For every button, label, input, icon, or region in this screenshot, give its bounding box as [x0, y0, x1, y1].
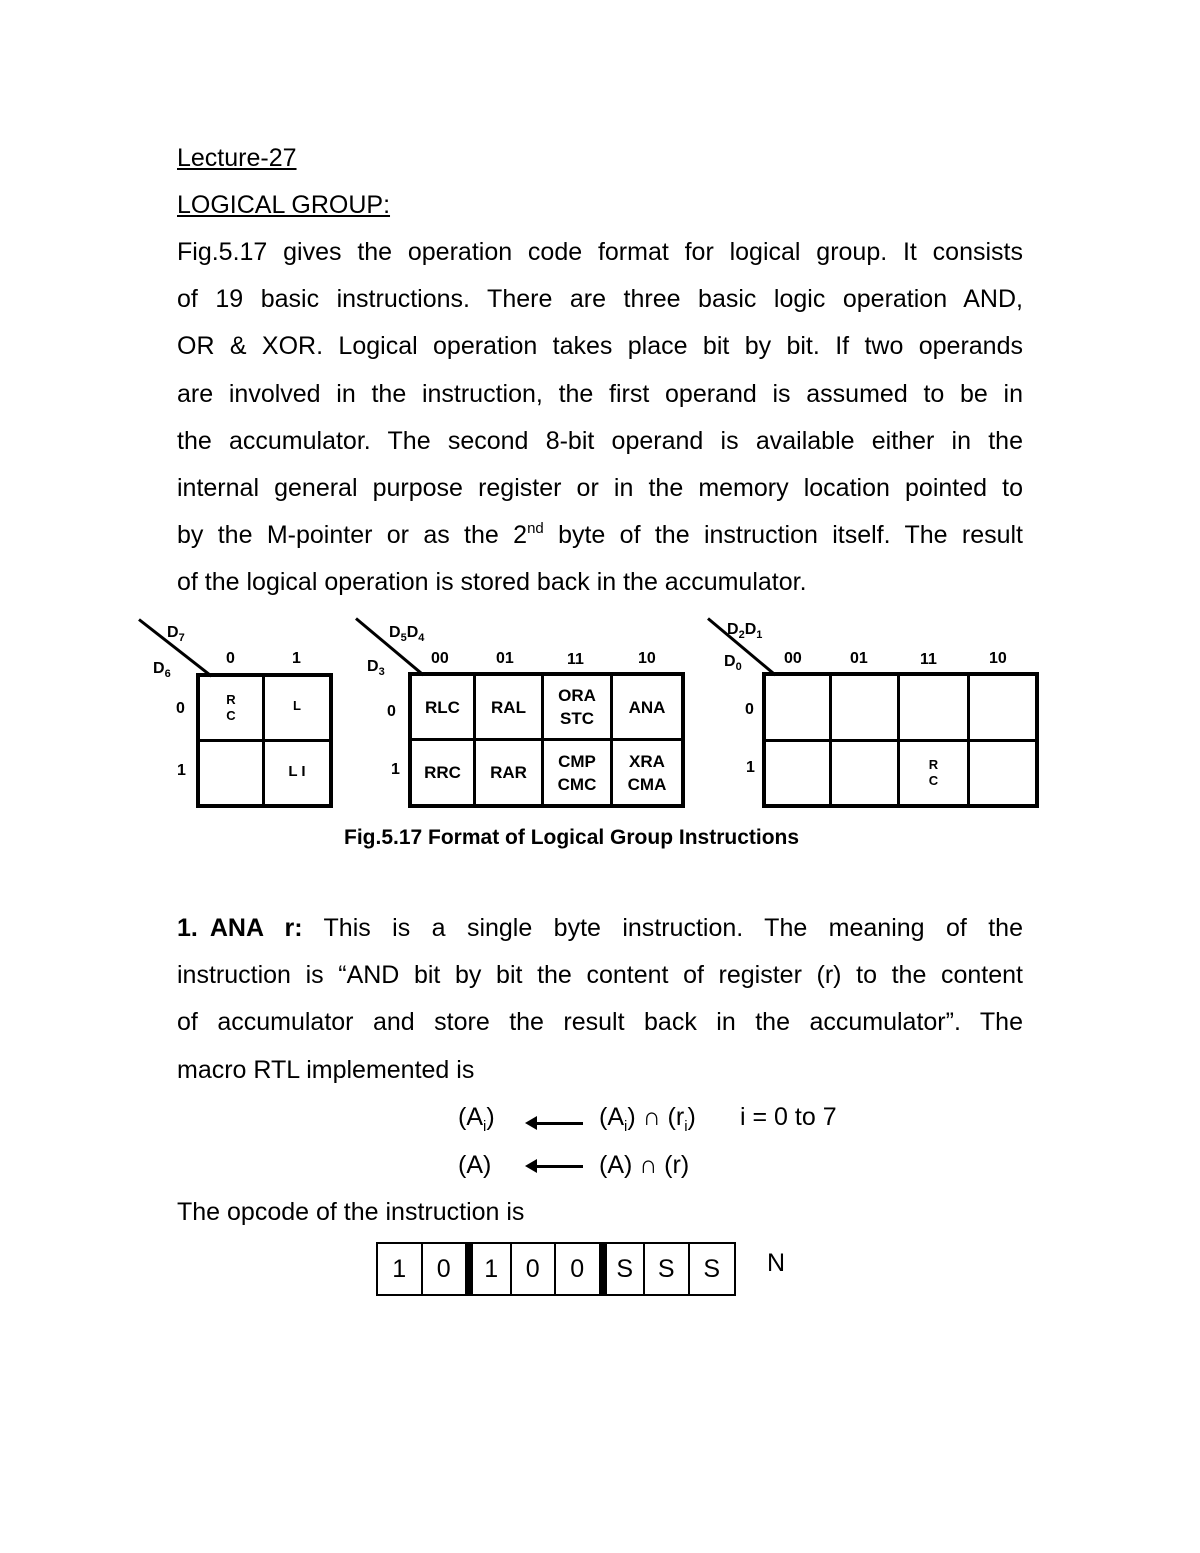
- rtl-subscript: i: [684, 1118, 688, 1135]
- left-arrow-icon: [535, 1122, 583, 1125]
- intro-line: the accumulator. The second 8-bit operand is available either in the: [177, 426, 1023, 455]
- intro-line-part: by the M-pointer or as the 2: [177, 521, 528, 550]
- intro-line: of the logical operation is stored back in the accumulator.: [177, 568, 807, 597]
- item-1-paragraph: [177, 905, 1023, 1094]
- rtl-lhs: (A): [458, 1151, 492, 1179]
- rtl-text: (A: [599, 1103, 624, 1131]
- intro-line: OR & XOR. Logical operation takes place bit by bit. If two operands: [177, 332, 1023, 361]
- map-row-label: 0: [745, 701, 754, 718]
- figure-caption: Fig.5.17 Format of Logical Group Instructions: [344, 826, 800, 849]
- map-cell: R C: [226, 692, 236, 723]
- map-corner-top: $D_5D_4$: [389, 624, 425, 645]
- map-cell: RAL: [491, 697, 526, 717]
- intro-line: internal general purpose register or in the memory location pointed to: [177, 473, 1023, 502]
- intro-line: are involved in the instruction, the first operand is assumed to be in: [177, 379, 1023, 408]
- opcode-bit: 0: [512, 1244, 557, 1294]
- intro-line: of 19 basic instructions. There are three basic logic operation AND,: [177, 285, 1023, 314]
- map-cell: CMP CMC: [557, 751, 597, 794]
- map-cell: L I: [288, 762, 306, 780]
- opcode-intro: The opcode of the instruction is: [177, 1198, 525, 1226]
- rtl-rhs: [599, 1103, 696, 1135]
- map-corner-top: $D_2D_1$: [727, 621, 763, 642]
- map-corner-left: $D_6$: [153, 660, 171, 681]
- opcode-bit: S: [601, 1244, 646, 1294]
- map-row-label: 1: [746, 759, 755, 776]
- map-cell: RLC: [425, 697, 460, 717]
- rtl-subscript: i: [483, 1118, 487, 1135]
- opcode-bit: 1: [378, 1244, 423, 1294]
- opcode-bit: 0: [556, 1244, 601, 1294]
- opcode-bit: S: [703, 1254, 721, 1283]
- map-col-label: 01: [496, 650, 514, 667]
- opcode-bit: 0: [423, 1244, 468, 1294]
- map-corner-top: $D_7$: [167, 624, 185, 645]
- map-col-label: 0: [226, 650, 235, 667]
- rtl-text: ) ∩ (r: [627, 1103, 685, 1131]
- map-col-label: 01: [850, 650, 868, 667]
- map-col-label: 10: [638, 650, 656, 667]
- map-cell: RAR: [490, 763, 527, 782]
- map-row-label: 1: [391, 761, 400, 778]
- map-row-label: 0: [176, 700, 185, 717]
- lecture-title: Lecture-27: [177, 144, 297, 172]
- item-1-line: macro RTL implemented is: [177, 1055, 475, 1084]
- section-title: LOGICAL GROUP:: [177, 191, 391, 219]
- map-col-label: 10: [989, 650, 1007, 667]
- map-cell: XRA CMA: [627, 751, 667, 794]
- rtl-text: ): [486, 1103, 495, 1131]
- intro-line: [177, 512, 1023, 559]
- item-1-first-line: [177, 905, 1023, 952]
- intro-paragraph: [177, 229, 1023, 607]
- item-name: ANA r:: [209, 914, 303, 942]
- rtl-subscript: i: [624, 1118, 628, 1135]
- rtl-rhs: (A) ∩ (r): [599, 1151, 690, 1179]
- map-col-label: 11: [567, 651, 584, 668]
- map-corner-left: $D_0$: [724, 653, 742, 674]
- intro-line: Fig.5.17 gives the operation code format for logical group. It consists: [177, 238, 1023, 266]
- map-col-label: 00: [784, 650, 802, 667]
- rtl-text: (A: [458, 1103, 483, 1131]
- map-cell: ANA: [628, 697, 666, 717]
- item-number: 1.: [177, 914, 198, 942]
- rtl-lhs: [458, 1103, 495, 1135]
- opcode-bit: S: [645, 1244, 690, 1294]
- ordinal-suffix: nd: [527, 519, 544, 537]
- rtl-text: ): [687, 1103, 696, 1131]
- left-arrow-icon: [535, 1165, 583, 1168]
- map-cell: L: [293, 697, 301, 713]
- map-row-label: 1: [177, 762, 186, 779]
- map-cell: ORA STC: [558, 686, 596, 728]
- map-cell: RRC: [424, 763, 461, 782]
- map-row-label: 0: [387, 703, 396, 720]
- map-cell: [200, 742, 262, 804]
- opcode-bit: 1: [467, 1244, 512, 1294]
- map-col-label: 1: [292, 650, 301, 667]
- opcode-format-box: [376, 1242, 736, 1296]
- item-1-line: of accumulator and store the result back in the accumulator”. The: [177, 1008, 1023, 1037]
- map-corner-left: $D_3$: [367, 658, 385, 679]
- map-cell: R C: [928, 757, 939, 788]
- map-col-label: 11: [920, 651, 937, 668]
- item-text: This is a single byte instruction. The meaning of the: [302, 914, 1023, 942]
- item-1-line: instruction is “AND bit by bit the content of register (r) to the content: [177, 961, 1023, 990]
- intro-line-part: byte of the instruction itself. The result: [543, 521, 1024, 550]
- opcode-tag: N: [767, 1249, 786, 1277]
- rtl-range: i = 0 to 7: [740, 1103, 837, 1131]
- map-col-label: 00: [431, 650, 449, 667]
